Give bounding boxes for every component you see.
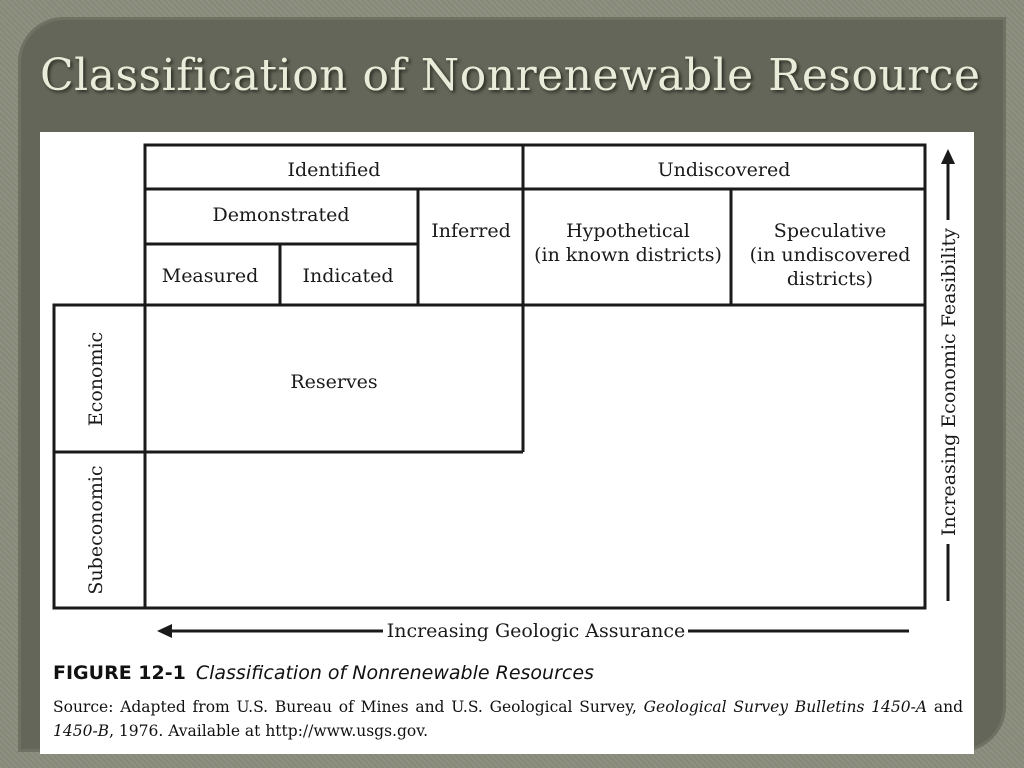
label-speculative-note-1: (in undiscovered — [749, 244, 911, 266]
label-undiscovered: Undiscovered — [657, 159, 791, 181]
source-prefix: Source: Adapted from U.S. Bureau of Mines and U.S. Geological Survey, — [53, 698, 637, 716]
label-hypothetical-note: (in known districts) — [534, 244, 722, 266]
vertical-axis-label: Increasing Economic Feasibility — [938, 227, 960, 537]
figure-number: FIGURE 12-1 — [53, 662, 186, 684]
slide-title: Classification of Nonrenewable Resource — [40, 50, 981, 101]
label-indicated: Indicated — [302, 265, 394, 287]
figure-source — [53, 695, 963, 743]
left-arrowhead-icon — [157, 624, 172, 638]
figure-title: Classification of Nonrenewable Resources — [195, 662, 594, 684]
row-frame — [54, 305, 925, 608]
horizontal-axis-label: Increasing Geologic Assurance — [386, 620, 686, 642]
figure-area — [40, 132, 974, 754]
source-suffix: , 1976. Available at http://www.usgs.gov. — [109, 722, 429, 740]
source-and: and — [933, 698, 964, 716]
label-speculative-note-2: districts) — [786, 268, 874, 290]
label-inferred: Inferred — [431, 220, 511, 242]
label-identified: Identified — [287, 159, 381, 181]
source-bulletin-b: 1450-B — [53, 722, 110, 740]
figure-caption-title — [53, 662, 953, 684]
source-bulletin-a: 1450-A — [871, 698, 928, 716]
label-demonstrated: Demonstrated — [212, 204, 350, 226]
up-arrowhead-icon — [941, 149, 955, 164]
label-hypothetical: Hypothetical — [566, 220, 690, 242]
source-publication: Geological Survey Bulletins — [643, 698, 865, 716]
label-economic: Economic — [85, 331, 107, 427]
label-reserves: Reserves — [290, 371, 378, 393]
label-subeconomic: Subeconomic — [85, 465, 107, 595]
label-speculative: Speculative — [773, 220, 887, 242]
label-measured: Measured — [161, 265, 259, 287]
classification-diagram — [40, 132, 974, 662]
